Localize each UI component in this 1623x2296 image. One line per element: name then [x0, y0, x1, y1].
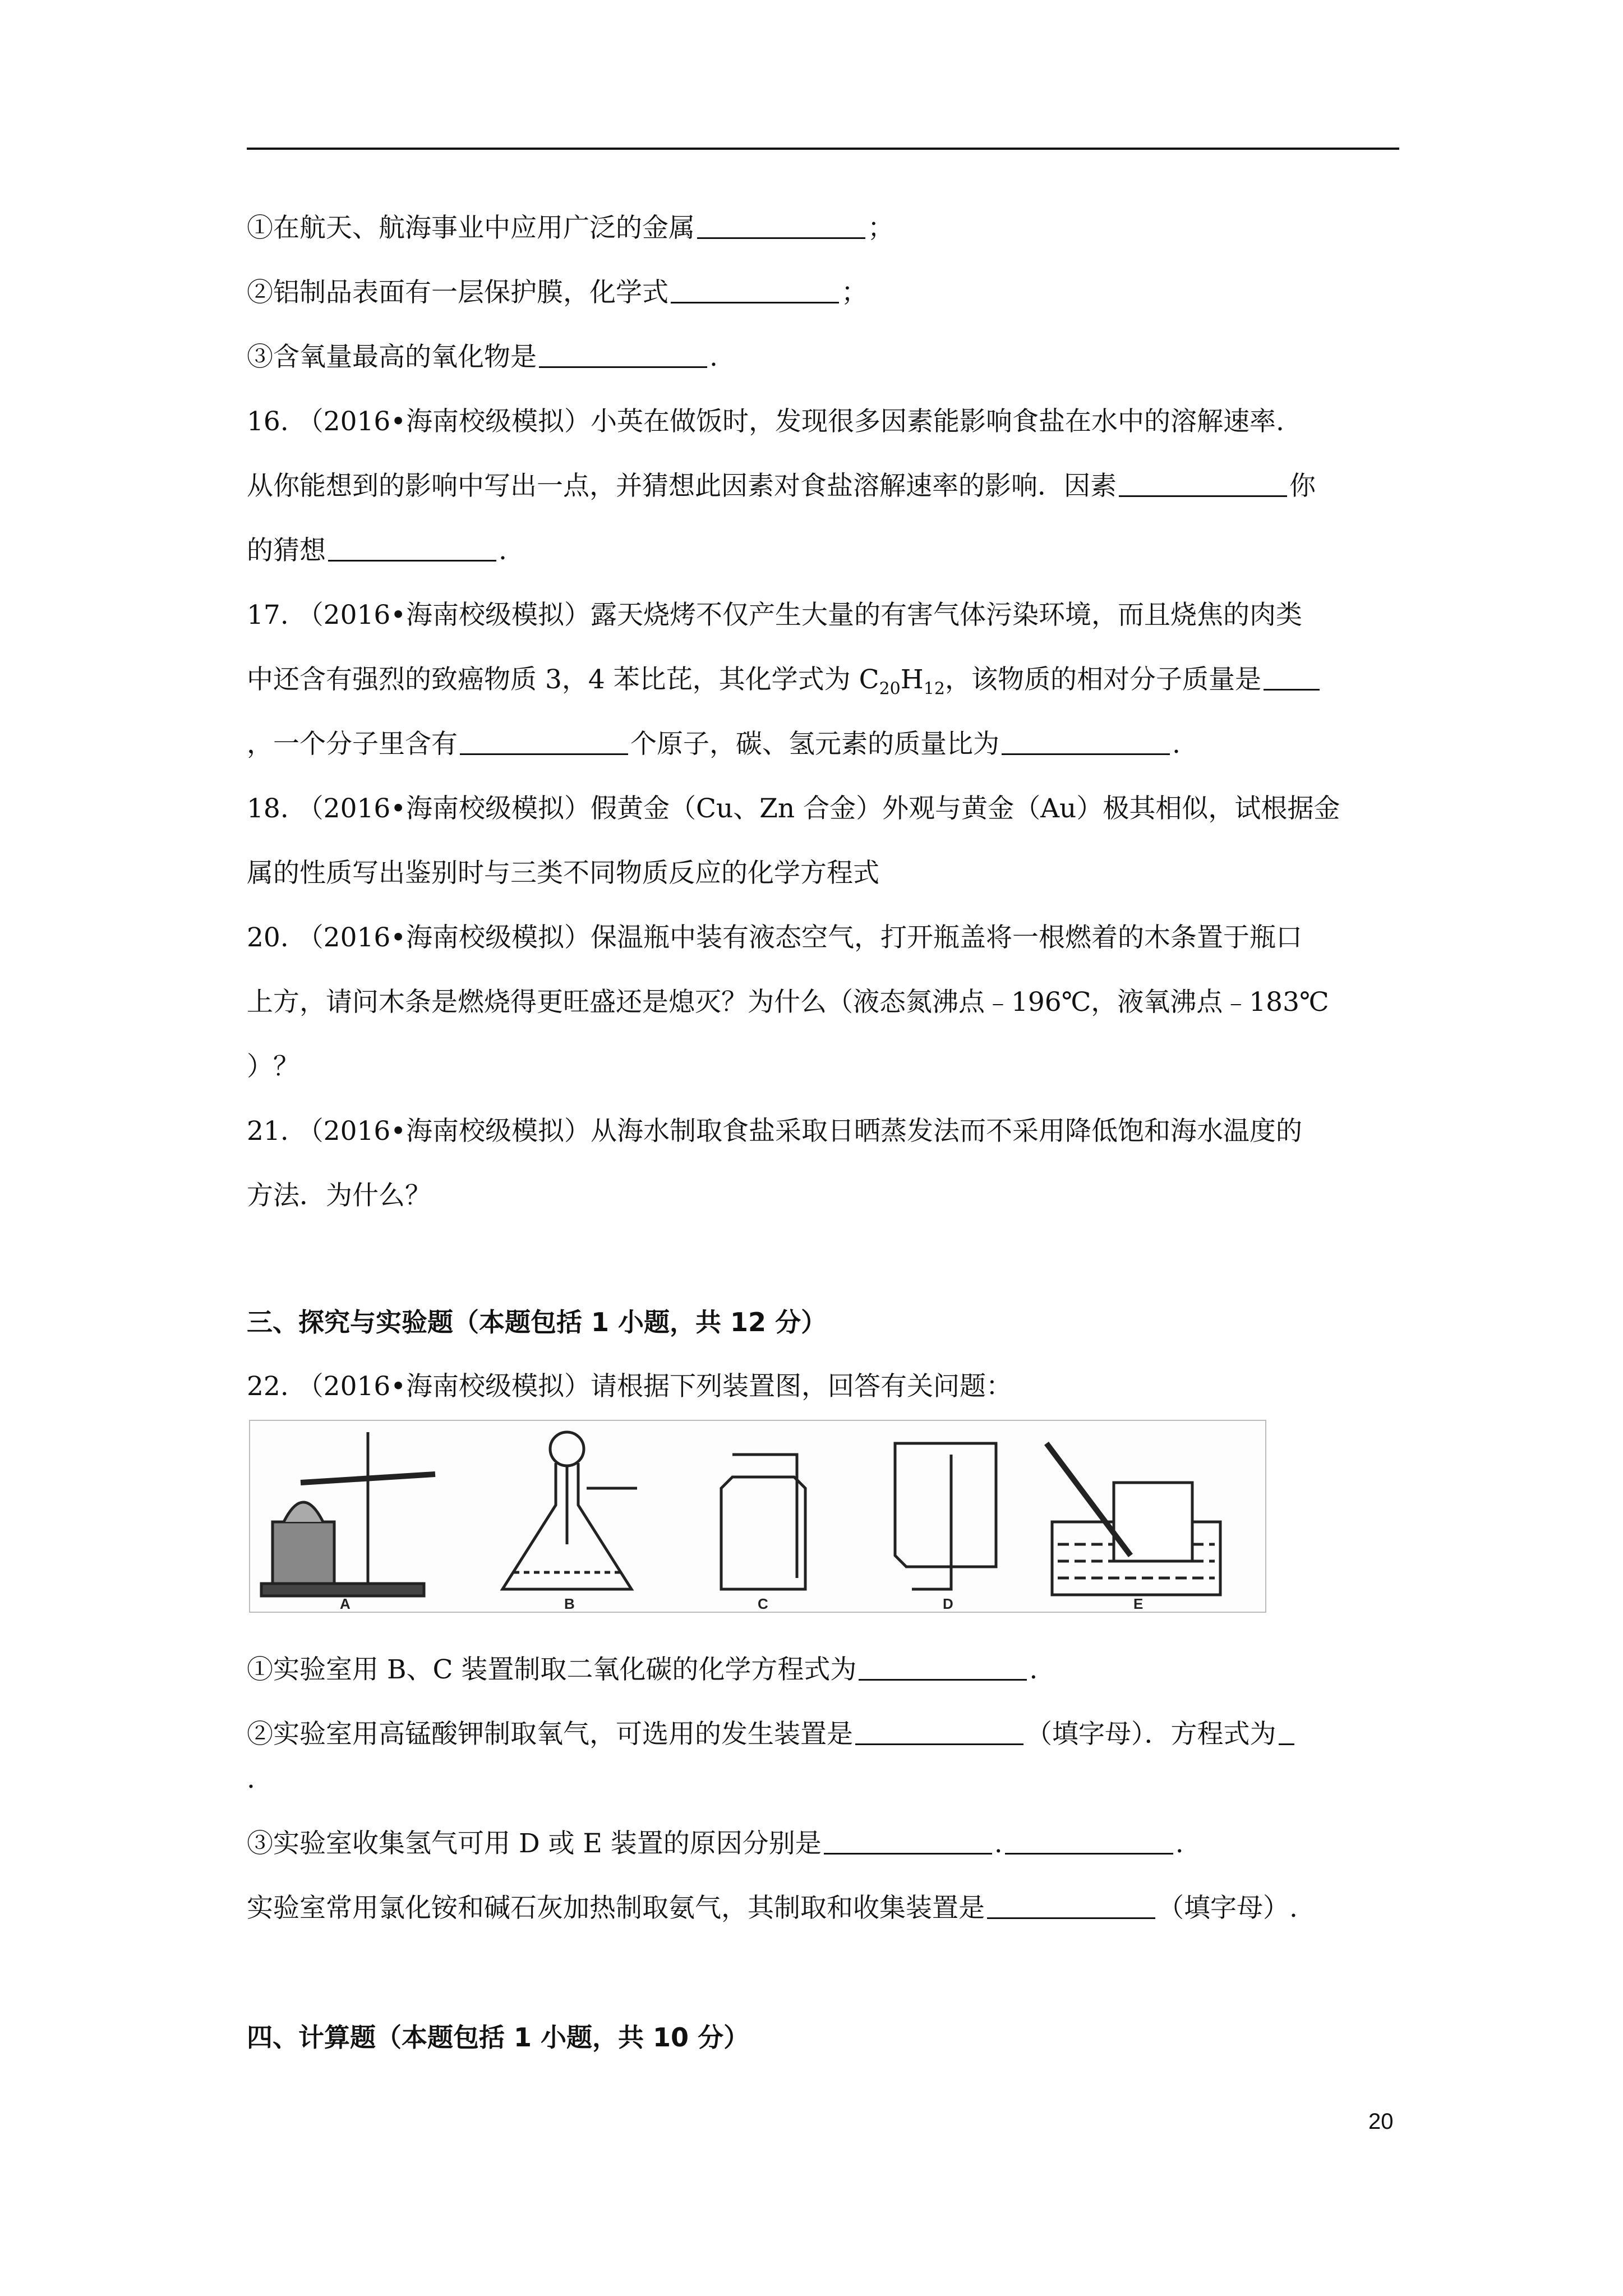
q22-text: ②实验室用高锰酸钾制取氧气，可选用的发生装置是: [247, 1719, 853, 1750]
q21-line-1: 21. （2016•海南校级模拟）从海水制取食盐采取日晒蒸发法而不采用降低饱和海水温度的: [247, 1116, 1303, 1147]
apparatus-drawing: [250, 1421, 1265, 1612]
q22-item-2-cont: .: [247, 1764, 255, 1795]
answer-blank[interactable]: [1005, 1830, 1173, 1855]
q16-line-1: 16. （2016•海南校级模拟）小英在做饭时，发现很多因素能影响食盐在水中的溶解速率.: [247, 406, 1284, 437]
tube-c: [732, 1455, 797, 1578]
q22-text: 实验室常用氯化铵和碱石灰加热制取氨气，其制取和收集装置是: [247, 1893, 985, 1924]
separatory-funnel: [550, 1432, 584, 1466]
answer-blank[interactable]: [855, 1721, 1023, 1745]
answer-blank[interactable]: [1119, 473, 1287, 497]
q15-item-2-text: ②铝制品表面有一层保护膜，化学式: [247, 277, 668, 308]
q16-text: 的猜想: [247, 535, 326, 566]
punct: .: [1175, 1828, 1184, 1859]
section-4-heading: 四、计算题（本题包括 1 小题，共 10 分）: [247, 2022, 750, 2053]
q16-text: 从你能想到的影响中写出一点，并猜想此因素对食盐溶解速率的影响．因素: [247, 471, 1117, 501]
q17-text: 个原子，碳、氢元素的质量比为: [630, 729, 999, 760]
q16-line-2: [247, 468, 1399, 504]
answer-blank[interactable]: [859, 1657, 1027, 1681]
q18-line-1: 18. （2016•海南校级模拟）假黄金（Cu、Zn 合金）外观与黄金（Au）极其相似，试根据金: [247, 793, 1340, 824]
stand-base: [261, 1584, 424, 1596]
q22-text-end: （填字母）.: [1158, 1893, 1298, 1924]
q16-line-3: [247, 533, 1399, 569]
q22-stem: 22. （2016•海南校级模拟）请根据下列装置图，回答有关问题：: [247, 1371, 1013, 1402]
formula-subscript: 20: [879, 679, 901, 699]
punct: .: [1029, 1654, 1038, 1685]
q15-item-2: [247, 275, 1399, 311]
punct: ；: [841, 277, 868, 308]
q15-item-3: [247, 339, 1399, 375]
answer-blank[interactable]: [697, 215, 865, 239]
q22-item-1: [247, 1652, 1399, 1688]
answer-blank[interactable]: [987, 1895, 1155, 1919]
header-rule: [247, 148, 1399, 150]
page-number: 20: [1368, 2109, 1394, 2134]
q17-line-3: [247, 726, 1399, 762]
answer-blank[interactable]: [824, 1830, 992, 1855]
q21-line-2: 方法．为什么？: [247, 1180, 431, 1211]
answer-blank[interactable]: [460, 731, 628, 755]
gas-bottle-c: [721, 1477, 805, 1589]
q22-item-4: [247, 1890, 1399, 1926]
answer-blank[interactable]: [1279, 1721, 1294, 1745]
q22-text: ①实验室用 B、C 装置制取二氧化碳的化学方程式为: [247, 1654, 857, 1685]
label-c: C: [758, 1595, 768, 1612]
q16-text-end: 你: [1289, 471, 1316, 501]
gas-bottle-d: [895, 1443, 996, 1567]
answer-blank[interactable]: [539, 344, 707, 368]
label-e: E: [1133, 1595, 1144, 1612]
q20-line-1: 20. （2016•海南校级模拟）保温瓶中装有液态空气，打开瓶盖将一根燃着的木条置于瓶口: [247, 922, 1303, 953]
label-b: B: [564, 1595, 575, 1612]
q17-text: 中还含有强烈的致癌物质 3，4 苯比芘，其化学式为 C: [247, 664, 879, 695]
q15-item-1-text: ①在航天、航海事业中应用广泛的金属: [247, 213, 695, 243]
lamp-block: [273, 1522, 334, 1584]
q17-line-2: [247, 662, 1399, 707]
label-a: A: [340, 1595, 351, 1612]
q17-text: ，该物质的相对分子质量是: [944, 664, 1261, 695]
formula-element: H: [900, 664, 924, 695]
q17-line-1: 17. （2016•海南校级模拟）露天烧烤不仅产生大量的有害气体污染环境，而且烧焦的肉类: [247, 600, 1303, 631]
q22-text: （填字母）．方程式为: [1026, 1719, 1276, 1750]
punct: ；: [868, 213, 894, 243]
q22-text: ③实验室收集氢气可用 D 或 E 装置的原因分别是: [247, 1828, 822, 1859]
answer-blank[interactable]: [671, 279, 839, 303]
punct: .: [709, 342, 718, 372]
q15-item-3-text: ③含氧量最高的氧化物是: [247, 342, 537, 372]
formula-subscript: 12: [923, 679, 945, 699]
q22-item-3: [247, 1826, 1399, 1862]
q17-text: ，一个分子里含有: [247, 729, 458, 760]
q20-line-2: 上方，请问木条是燃烧得更旺盛还是熄灭？为什么（液态氮沸点﹣196℃，液氧沸点﹣183℃: [247, 987, 1329, 1018]
punct: .: [994, 1828, 1003, 1859]
flame: [284, 1502, 323, 1522]
q15-item-1: [247, 210, 1399, 246]
apparatus-figure: [249, 1420, 1266, 1613]
label-d: D: [943, 1595, 953, 1612]
punct: .: [1172, 729, 1181, 760]
q22-item-2: [247, 1717, 1399, 1752]
q20-line-3: ）？: [247, 1051, 299, 1082]
answer-blank[interactable]: [1002, 731, 1170, 755]
tube-d: [912, 1455, 951, 1589]
section-3-heading: 三、探究与实验题（本题包括 1 小题，共 12 分）: [247, 1307, 827, 1337]
answer-blank[interactable]: [328, 537, 496, 562]
punct: .: [499, 535, 507, 566]
q18-line-2: 属的性质写出鉴别时与三类不同物质反应的化学方程式: [247, 858, 879, 889]
answer-blank[interactable]: [1264, 666, 1320, 691]
